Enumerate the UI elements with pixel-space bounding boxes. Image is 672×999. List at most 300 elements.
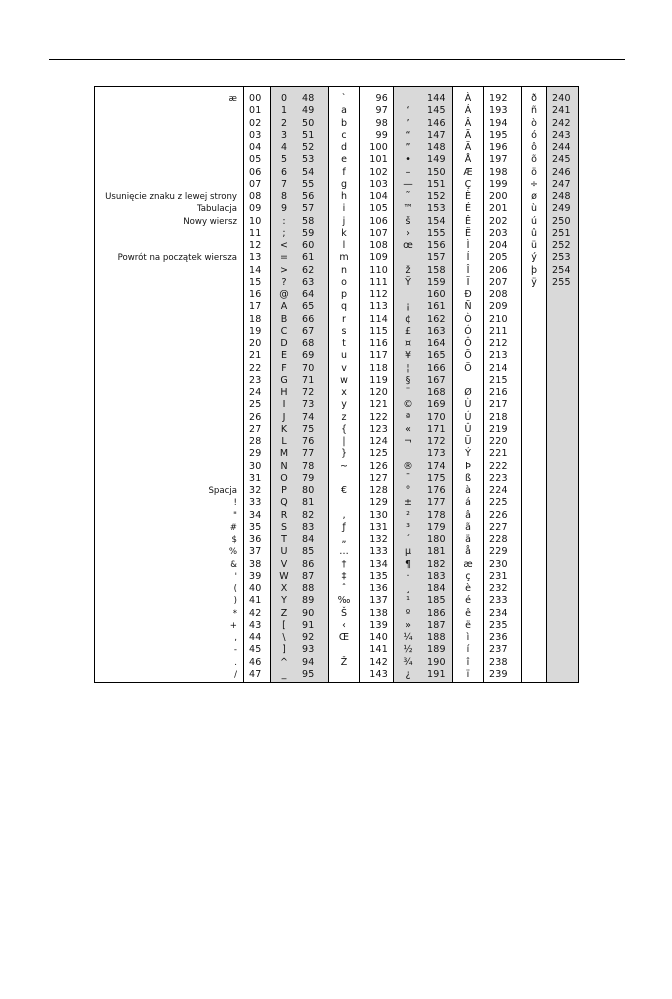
char-code: 222 <box>489 460 508 472</box>
char-description: # <box>229 522 237 533</box>
char-code: 188 <box>427 632 446 643</box>
char-glyph: A <box>280 301 288 313</box>
char-glyph: V <box>280 558 288 570</box>
char-code: 140 <box>369 632 388 643</box>
char-code: 68 <box>302 338 315 349</box>
char-glyph: å <box>465 546 471 558</box>
char-code: 87 <box>302 570 315 582</box>
char-description: ( <box>233 584 237 594</box>
char-code: 253 <box>552 252 571 264</box>
char-code: 237 <box>489 644 508 656</box>
char-glyph: Æ <box>463 166 473 178</box>
char-glyph: ¹ <box>406 595 410 607</box>
char-glyph <box>394 252 422 264</box>
char-code: 190 <box>427 656 446 668</box>
char-code: 13 <box>249 252 262 264</box>
char-glyph: ´ <box>405 534 411 545</box>
char-glyph: P <box>281 485 287 496</box>
char-glyph: a <box>341 105 347 117</box>
char-code: 103 <box>369 178 388 190</box>
char-glyph: Á <box>464 105 472 117</box>
char-glyph: ? <box>281 276 287 288</box>
char-code: 109 <box>369 252 388 264</box>
description-column <box>95 87 243 682</box>
char-code: 177 <box>427 497 446 509</box>
char-code: 254 <box>552 264 571 276</box>
char-code: 11 <box>249 227 262 239</box>
char-code: 98 <box>375 117 388 129</box>
char-code: 248 <box>552 191 571 202</box>
char-glyph: Ó <box>464 325 472 337</box>
char-code: 214 <box>489 362 508 374</box>
char-code: 37 <box>249 546 262 558</box>
char-glyph: R <box>280 509 288 521</box>
char-glyph: Õ <box>464 350 472 362</box>
char-description: + <box>229 620 237 631</box>
char-glyph: ß <box>465 472 471 484</box>
char-code: 166 <box>427 362 446 374</box>
char-glyph: — <box>403 178 413 190</box>
char-code: 163 <box>427 325 446 337</box>
char-code: 197 <box>489 154 508 166</box>
char-code: 171 <box>427 423 446 435</box>
char-glyph: – <box>405 166 411 178</box>
char-glyph: M <box>279 448 289 460</box>
char-glyph: ¦ <box>406 362 410 374</box>
char-glyph: c <box>341 129 347 141</box>
char-glyph: Ì <box>466 240 470 251</box>
char-glyph: Ð <box>464 289 472 300</box>
char-glyph: r <box>342 313 346 325</box>
char-code: 24 <box>249 387 262 398</box>
char-code: 169 <box>427 399 446 411</box>
char-code: 97 <box>375 105 388 117</box>
char-code: 88 <box>302 583 315 594</box>
char-glyph: ù <box>530 203 538 215</box>
char-glyph: 2 <box>280 117 288 129</box>
char-glyph: t <box>342 338 346 349</box>
char-glyph: ¯ <box>405 472 411 484</box>
char-code: 189 <box>427 644 446 656</box>
char-code: 226 <box>489 509 508 521</box>
char-code: 215 <box>489 374 508 386</box>
char-code: 72 <box>302 387 315 398</box>
char-code: 191 <box>427 668 446 680</box>
char-code: 18 <box>249 313 262 325</box>
char-code: 50 <box>302 117 315 129</box>
char-glyph: ‰ <box>337 595 351 607</box>
char-code: 143 <box>369 668 388 680</box>
char-glyph: á <box>465 497 471 509</box>
char-glyph: 9 <box>280 203 288 215</box>
char-glyph: Ã <box>464 129 472 141</box>
char-glyph: ð <box>531 93 537 104</box>
char-glyph: y <box>341 399 347 411</box>
char-glyph: š <box>405 215 411 227</box>
char-glyph: Ž <box>340 656 348 668</box>
char-code: 250 <box>552 215 571 227</box>
char-code: 137 <box>369 595 388 607</box>
char-glyph: µ <box>404 546 412 558</box>
char-glyph: Y <box>281 595 287 607</box>
char-code: 241 <box>552 105 571 117</box>
char-glyph: 8 <box>280 191 288 202</box>
char-glyph: ‹ <box>342 619 346 631</box>
char-glyph: Ä <box>464 142 472 153</box>
char-glyph: ž <box>405 264 411 276</box>
codes-240-255-column <box>546 87 579 682</box>
char-glyph: X <box>280 583 288 594</box>
char-code: 122 <box>369 411 388 423</box>
char-code: 150 <box>427 166 446 178</box>
char-glyph: l <box>342 240 346 251</box>
char-code: 112 <box>369 289 388 300</box>
char-code: 185 <box>427 595 446 607</box>
char-glyph: ^ <box>280 656 288 668</box>
char-code: 136 <box>369 583 388 594</box>
char-glyph: ì <box>466 632 470 643</box>
char-code: 74 <box>302 411 315 423</box>
char-code: 07 <box>249 178 262 190</box>
char-glyph: f <box>342 166 346 178</box>
char-description: Usunięcie znaku z lewej strony <box>105 192 237 202</box>
char-glyph: u <box>340 350 348 362</box>
char-code: 35 <box>249 521 262 533</box>
char-code: 92 <box>302 632 315 643</box>
char-code: 12 <box>249 240 262 251</box>
char-glyph: K <box>280 423 288 435</box>
char-code: 90 <box>302 607 315 619</box>
char-description: ) <box>233 596 237 607</box>
char-glyph: æ <box>463 558 473 570</box>
char-glyph: ¼ <box>403 632 413 643</box>
char-code: 203 <box>489 227 508 239</box>
char-glyph: n <box>340 264 348 276</box>
char-code: 44 <box>249 632 262 643</box>
char-code: 110 <box>369 264 388 276</box>
char-code: 153 <box>427 203 446 215</box>
char-code: 86 <box>302 558 315 570</box>
char-code: 216 <box>489 387 508 398</box>
char-code: 151 <box>427 178 446 190</box>
char-code: 94 <box>302 656 315 668</box>
char-code: 119 <box>369 374 388 386</box>
char-glyph: ° <box>405 485 411 496</box>
char-glyph: e <box>341 154 347 166</box>
char-code: 61 <box>302 252 315 264</box>
char-glyph <box>394 93 422 105</box>
char-code: 56 <box>302 191 315 202</box>
char-glyph: … <box>339 546 349 558</box>
char-code: 31 <box>249 472 262 484</box>
char-glyph: = <box>280 252 288 264</box>
char-glyph: Ù <box>464 399 472 411</box>
char-glyph: j <box>342 215 346 227</box>
char-code: 243 <box>552 129 571 141</box>
char-glyph: » <box>405 619 411 631</box>
char-glyph: ê <box>465 607 471 619</box>
char-code: 179 <box>427 521 446 533</box>
char-code: 252 <box>552 240 571 251</box>
char-code: 161 <box>427 301 446 313</box>
char-code: 126 <box>369 460 388 472</box>
char-glyph: Ò <box>464 313 472 325</box>
char-code: 46 <box>249 656 262 668</box>
char-glyph: û <box>530 227 538 239</box>
char-code: 66 <box>302 313 315 325</box>
char-code: 106 <box>369 215 388 227</box>
char-glyph: Ü <box>464 436 472 447</box>
char-code: 138 <box>369 607 388 619</box>
char-code: 155 <box>427 227 446 239</box>
char-code: 10 <box>249 215 262 227</box>
char-code: 196 <box>489 142 508 153</box>
char-code: 118 <box>369 362 388 374</box>
char-code: 221 <box>489 448 508 460</box>
char-code: 249 <box>552 203 571 215</box>
char-code: 113 <box>369 301 388 313</box>
char-code: 156 <box>427 240 446 251</box>
char-glyph: Ñ <box>464 301 472 313</box>
char-glyph: Ø <box>464 387 472 398</box>
char-code: 58 <box>302 215 315 227</box>
char-description: " <box>233 510 237 521</box>
char-glyph: o <box>341 276 347 288</box>
char-glyph: ; <box>282 227 286 239</box>
char-code: 67 <box>302 325 315 337</box>
char-code: 99 <box>375 129 388 141</box>
char-code: 184 <box>427 583 446 594</box>
char-glyph: k <box>341 227 347 239</box>
char-code: 77 <box>302 448 315 460</box>
char-glyph: { <box>340 423 348 435</box>
char-description: / <box>234 669 237 680</box>
char-code: 192 <box>489 93 508 104</box>
char-glyph: L <box>281 436 287 447</box>
char-glyph: É <box>464 203 471 215</box>
char-code: 93 <box>302 644 315 656</box>
char-glyph: « <box>405 423 411 435</box>
char-code: 80 <box>302 485 315 496</box>
char-code: 101 <box>369 154 388 166</box>
codes-144-191-column <box>422 87 452 682</box>
char-code: 165 <box>427 350 446 362</box>
char-code: 59 <box>302 227 315 239</box>
char-code: 100 <box>369 142 388 153</box>
char-glyph: è <box>465 583 471 594</box>
char-glyph: â <box>465 509 471 521</box>
char-code: 232 <box>489 583 508 594</box>
char-code: 01 <box>249 105 262 117</box>
char-code: 04 <box>249 142 262 153</box>
char-glyph: h <box>340 191 348 202</box>
char-description: $ <box>231 535 237 545</box>
char-glyph <box>329 497 359 509</box>
char-glyph: õ <box>531 154 537 166</box>
char-glyph: Ë <box>464 227 471 239</box>
char-code: 131 <box>369 521 388 533</box>
char-code: 229 <box>489 546 508 558</box>
char-glyph: ] <box>282 644 286 656</box>
char-glyph: ý <box>531 252 537 264</box>
char-glyph: Z <box>280 607 288 619</box>
char-glyph: g <box>340 178 348 190</box>
char-code: 208 <box>489 289 508 300</box>
char-glyph: ‚ <box>342 509 346 521</box>
char-glyph: Â <box>464 117 472 129</box>
char-code: 201 <box>489 203 508 215</box>
char-glyph <box>394 289 422 301</box>
char-code: 36 <box>249 534 262 545</box>
char-code: 148 <box>427 142 446 153</box>
char-code: 30 <box>249 460 262 472</box>
char-code: 76 <box>302 436 315 447</box>
char-code: 247 <box>552 178 571 190</box>
char-glyph: ƒ <box>342 521 346 533</box>
char-code: 54 <box>302 166 315 178</box>
char-code: 147 <box>427 129 446 141</box>
char-glyph: £ <box>404 325 412 337</box>
char-code: 81 <box>302 497 315 509</box>
char-glyph <box>453 375 483 387</box>
char-glyph <box>394 448 422 460</box>
char-glyph: W <box>279 570 289 582</box>
char-glyph <box>329 669 359 681</box>
char-glyph: i <box>342 203 346 215</box>
char-glyph: ÿ <box>531 276 537 288</box>
char-code: 64 <box>302 289 315 300</box>
char-glyph: } <box>340 448 348 460</box>
char-code: 238 <box>489 656 508 668</box>
char-code: 194 <box>489 117 508 129</box>
char-glyph: ¡ <box>406 301 410 313</box>
char-code: 178 <box>427 509 446 521</box>
char-glyph: þ <box>530 264 538 276</box>
codes-0-47-column <box>243 87 270 682</box>
char-glyph: ” <box>405 142 411 153</box>
char-glyph: d <box>340 142 348 153</box>
char-code: 120 <box>369 387 388 398</box>
char-code: 149 <box>427 154 446 166</box>
chars-48-95-column <box>270 87 297 682</box>
char-code: 28 <box>249 436 262 447</box>
char-glyph: N <box>280 460 288 472</box>
char-glyph: ö <box>531 166 537 178</box>
char-glyph: • <box>405 154 411 166</box>
char-glyph: î <box>466 656 470 668</box>
ascii-table <box>94 86 579 683</box>
char-glyph: Ú <box>464 411 472 423</box>
char-code: 91 <box>302 619 315 631</box>
char-code: 130 <box>369 509 388 521</box>
char-glyph: F <box>281 362 287 374</box>
char-code: 105 <box>369 203 388 215</box>
char-glyph: ¾ <box>403 656 413 668</box>
char-glyph: Î <box>466 264 470 276</box>
char-glyph: ÷ <box>530 178 538 190</box>
char-glyph: Š <box>340 607 348 619</box>
char-code: 212 <box>489 338 508 349</box>
char-code: 117 <box>369 350 388 362</box>
char-code: 146 <box>427 117 446 129</box>
char-code: 89 <box>302 595 315 607</box>
char-code: 21 <box>249 350 262 362</box>
char-glyph: é <box>465 595 471 607</box>
char-code: 16 <box>249 289 262 300</box>
char-code: 202 <box>489 215 508 227</box>
char-code: 230 <box>489 558 508 570</box>
char-code: 45 <box>249 644 262 656</box>
char-code: 195 <box>489 129 508 141</box>
char-code: 23 <box>249 374 262 386</box>
char-glyph: z <box>341 411 347 423</box>
char-code: 144 <box>427 93 446 104</box>
char-description: Spacja <box>208 486 237 496</box>
char-code: 82 <box>302 509 315 521</box>
char-glyph: ¥ <box>404 350 412 362</box>
char-code: 63 <box>302 276 315 288</box>
char-code: 62 <box>302 264 315 276</box>
char-code: 225 <box>489 497 508 509</box>
char-glyph: ² <box>406 509 410 521</box>
char-glyph: Œ <box>338 632 350 643</box>
char-glyph: E <box>280 350 287 362</box>
char-code: 174 <box>427 460 446 472</box>
char-glyph: “ <box>405 129 411 141</box>
char-code: 00 <box>249 93 262 104</box>
char-code: 142 <box>369 656 388 668</box>
char-code: 70 <box>302 362 315 374</box>
char-glyph: ‡ <box>341 570 347 582</box>
char-code: 27 <box>249 423 262 435</box>
char-description: Powrót na początek wiersza <box>117 253 237 264</box>
char-glyph: ñ <box>530 105 538 117</box>
char-code: 75 <box>302 423 315 435</box>
char-code: 168 <box>427 387 446 398</box>
char-code: 198 <box>489 166 508 178</box>
char-glyph: · <box>406 570 410 582</box>
char-glyph: › <box>406 227 410 239</box>
char-glyph: \ <box>282 632 286 643</box>
char-glyph: ~ <box>340 460 348 472</box>
char-code: 134 <box>369 558 388 570</box>
char-glyph: ® <box>403 460 413 472</box>
char-glyph: [ <box>282 619 286 631</box>
char-description: , <box>234 633 237 643</box>
char-glyph: ¢ <box>404 313 412 325</box>
char-glyph: _ <box>281 668 287 680</box>
char-code: 124 <box>369 436 388 447</box>
char-glyph: ü <box>530 240 538 251</box>
char-glyph: Ö <box>464 362 472 374</box>
char-glyph: p <box>340 289 348 300</box>
char-glyph: „ <box>341 534 347 545</box>
char-code: 173 <box>427 448 446 460</box>
char-code: 43 <box>249 619 262 631</box>
char-code: 128 <box>369 485 388 496</box>
char-code: 114 <box>369 313 388 325</box>
char-glyph: @ <box>279 289 289 300</box>
char-code: 25 <box>249 399 262 411</box>
char-code: 48 <box>302 93 315 104</box>
char-code: 05 <box>249 154 262 166</box>
char-glyph: J <box>282 411 286 423</box>
char-code: 96 <box>375 93 388 104</box>
char-code: 157 <box>427 252 446 264</box>
char-code: 187 <box>427 619 446 631</box>
char-glyph: ï <box>466 668 470 680</box>
char-glyph: À <box>464 93 472 104</box>
